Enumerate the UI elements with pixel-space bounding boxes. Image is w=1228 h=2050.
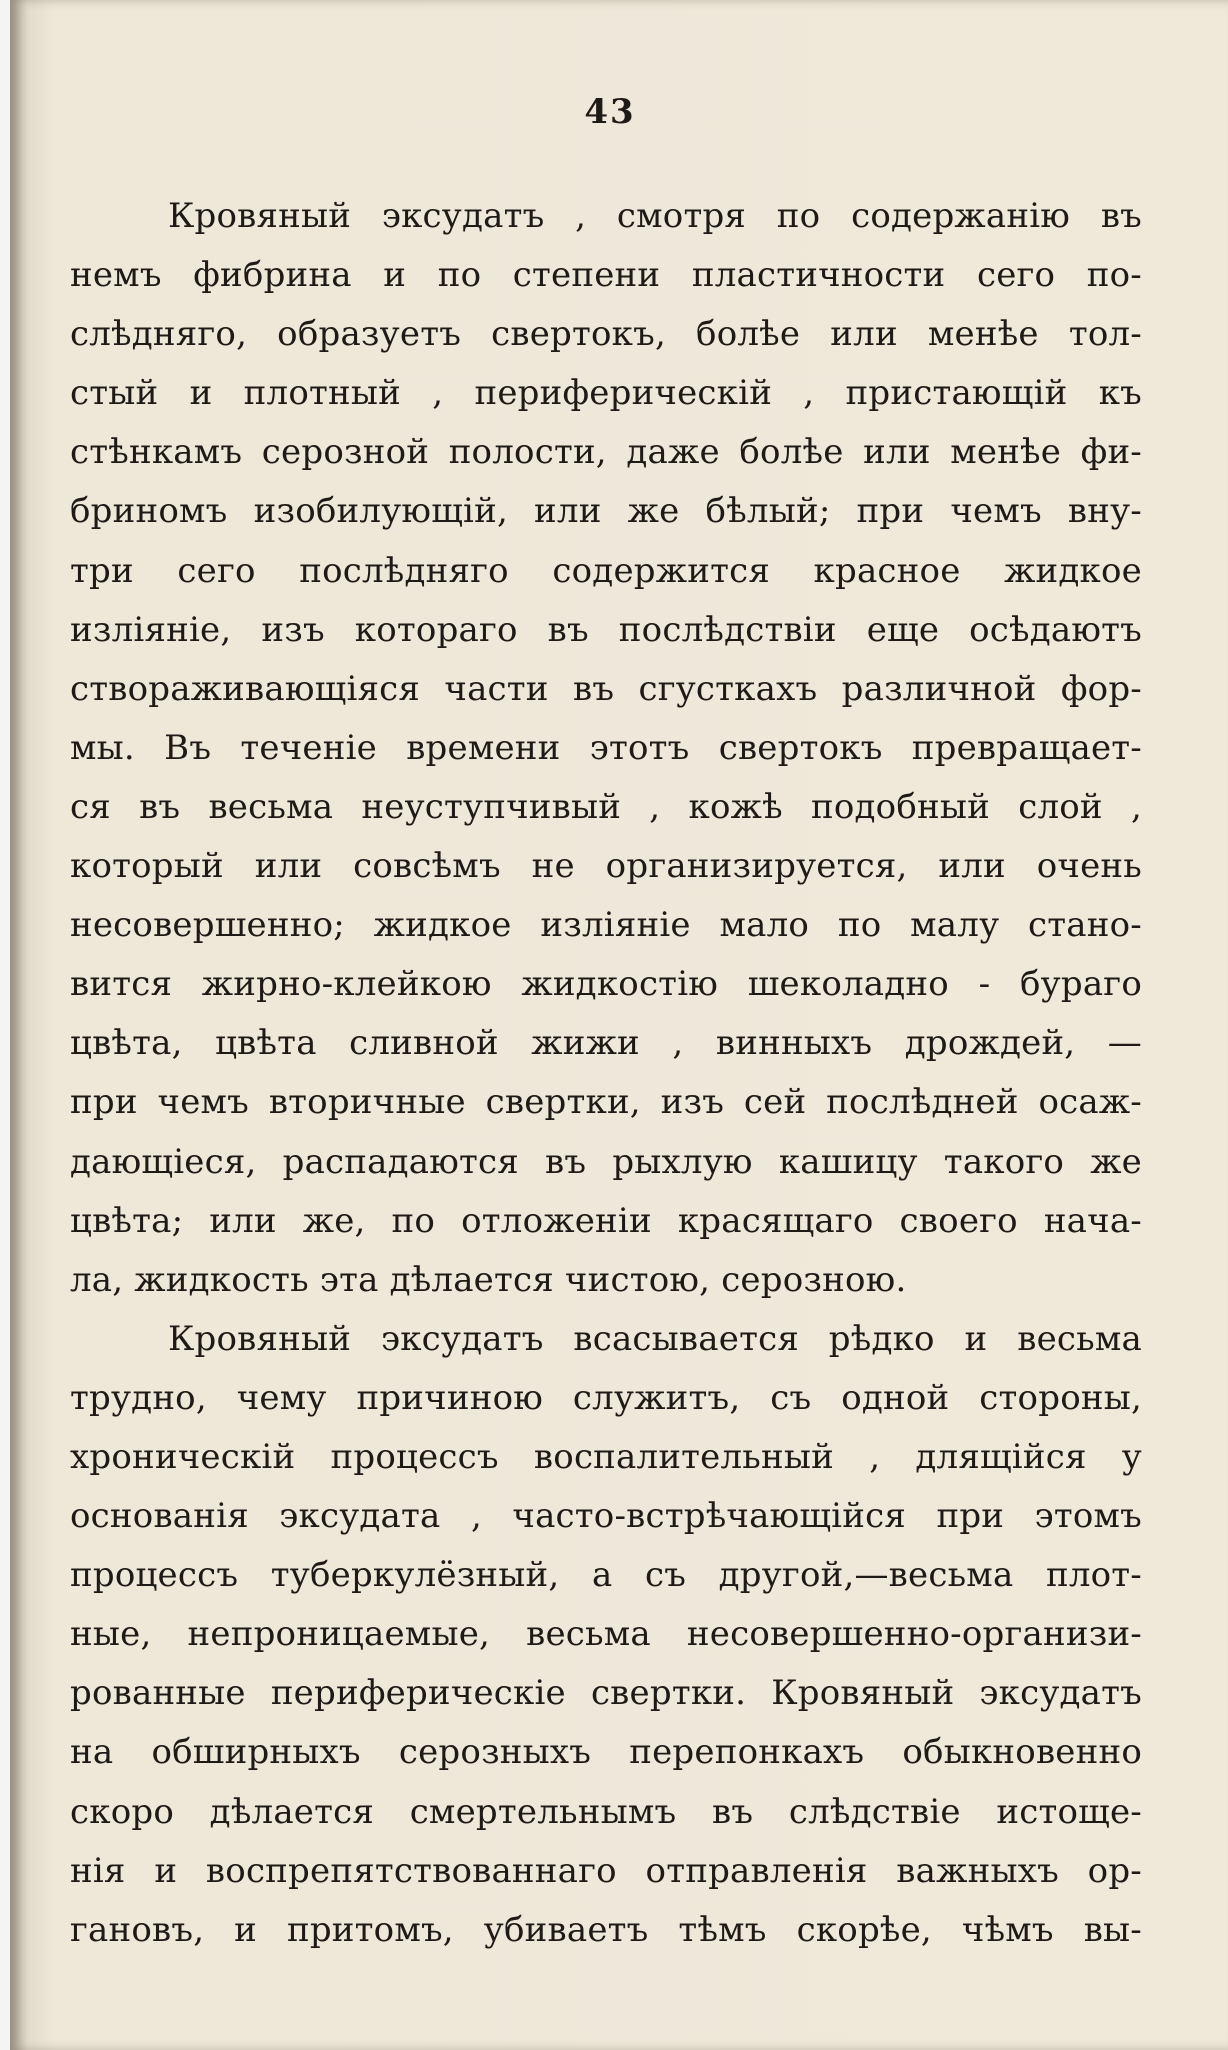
text-line: на обширныхъ серозныхъ перепонкахъ обыкновенно bbox=[70, 1732, 1142, 1773]
text-line: Кровяный эксудатъ , смотря по содержанію въ bbox=[168, 196, 1142, 236]
text-line: Кровяный эксудатъ всасывается рѣдко и весьма bbox=[168, 1318, 1142, 1359]
text-line: створаживающіяся части въ сгусткахъ различной фор- bbox=[70, 668, 1142, 709]
text-line: который или совсѣмъ не организируется, или очень bbox=[70, 846, 1142, 887]
text-line: при чемъ вторичные свертки, изъ сей послѣдней осаж- bbox=[70, 1082, 1142, 1123]
text-line: три сего послѣдняго содержится красное жидкое bbox=[70, 550, 1142, 591]
text-line: вится жирно-клейкою жидкостію шеколадно - бураго bbox=[70, 964, 1142, 1005]
book-page bbox=[10, 0, 1228, 2050]
text-line: немъ фибрина и по степени пластичности сего по- bbox=[70, 255, 1142, 296]
text-line: цвѣта, цвѣта сливной жижи , винныхъ дрождей, — bbox=[70, 1023, 1142, 1064]
text-line: рованные периферическіе свертки. Кровяный эксудатъ bbox=[70, 1673, 1142, 1714]
text-line: ся въ весьма неуступчивый , кожѣ подобный слой , bbox=[70, 786, 1142, 827]
text-line: слѣдняго, образуетъ свертокъ, болѣе или менѣе тол- bbox=[70, 314, 1142, 355]
text-line: несовершенно; жидкое изліяніе мало по малу стано- bbox=[70, 905, 1142, 946]
page-body bbox=[70, 187, 1142, 1960]
page-number: 43 bbox=[584, 92, 636, 132]
text-line: изліяніе, изъ котораго въ послѣдствіи еще осѣдаютъ bbox=[70, 609, 1142, 650]
text-line: скоро дѣлается смертельнымъ въ слѣдствіе истоще- bbox=[70, 1791, 1142, 1832]
text-line: хроническій процессъ воспалительный , длящійся у bbox=[70, 1436, 1142, 1477]
text-line: ла, жидкость эта дѣлается чистою, серозною. bbox=[70, 1259, 907, 1300]
text-line: ные, непроницаемые, весьма несовершенно-организи- bbox=[70, 1614, 1142, 1655]
text-line: стѣнкамъ серозной полости, даже болѣе или менѣе фи- bbox=[70, 432, 1142, 473]
paragraph-1 bbox=[70, 187, 1142, 1310]
text-line: бриномъ изобилующій, или же бѣлый; при чемъ вну- bbox=[70, 491, 1142, 532]
text-line: гановъ, и притомъ, убиваетъ тѣмъ скорѣе, чѣмъ вы- bbox=[70, 1909, 1142, 1950]
text-line: основанія эксудата , часто-встрѣчающійся при этомъ bbox=[70, 1496, 1142, 1537]
text-line: мы. Въ теченіе времени этотъ свертокъ превращает- bbox=[70, 727, 1142, 768]
text-line: цвѣта; или же, по отложеніи красящаго своего нача- bbox=[70, 1200, 1142, 1241]
text-line: нія и воспрепятствованнаго отправленія важныхъ ор- bbox=[70, 1850, 1142, 1891]
text-line: процессъ туберкулёзный, а съ другой,—весьма плот- bbox=[70, 1555, 1142, 1596]
text-line: дающіеся, распадаются въ рыхлую кашицу такого же bbox=[70, 1141, 1142, 1182]
paragraph-2 bbox=[70, 1310, 1142, 1960]
text-line: трудно, чему причиною служитъ, съ одной стороны, bbox=[70, 1377, 1142, 1418]
text-line: стый и плотный , периферическій , пристающій къ bbox=[70, 373, 1142, 414]
